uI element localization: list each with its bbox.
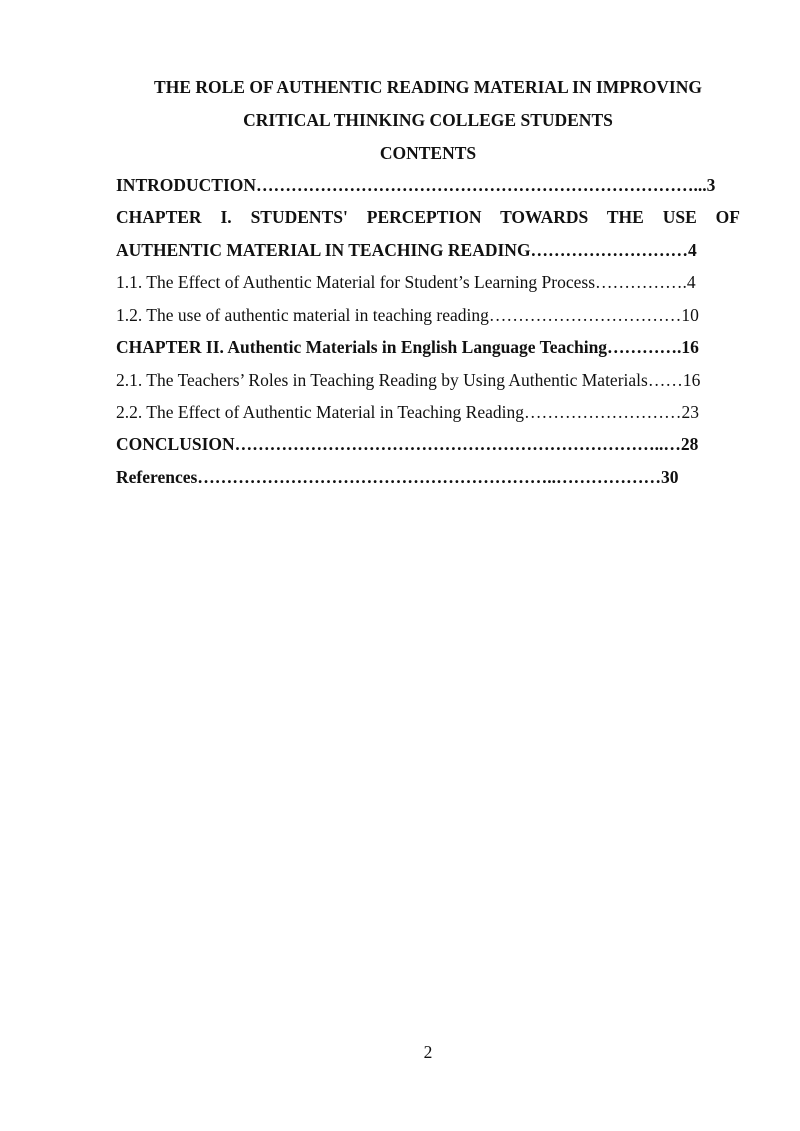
title-line-1: THE ROLE OF AUTHENTIC READING MATERIAL IN IMPROVING [154,77,702,97]
toc-section-1-2: 1.2. The use of authentic material in teaching reading……………………………10 [116,305,699,325]
contents-heading: CONTENTS [379,143,477,163]
title-line-2: CRITICAL THINKING COLLEGE STUDENTS [243,110,613,130]
page-number: 2 [423,1042,433,1062]
toc-chapter-1-line-1-text: CHAPTER I. STUDENTS' PERCEPTION TOWARDS THE USE OF [116,207,740,227]
toc-references: References……………………………………………………..………………30 [116,467,679,487]
toc-chapter-1-line-2: AUTHENTIC MATERIAL IN TEACHING READING………………………4 [116,240,697,260]
toc-conclusion: CONCLUSION………………………………………………………………..…28 [116,434,699,454]
toc-chapter-2: CHAPTER II. Authentic Materials in English Language Teaching………….16 [116,337,699,357]
toc-section-2-2: 2.2. The Effect of Authentic Material in Teaching Reading………………………23 [116,402,699,422]
toc-chapter-1-line-1 [116,206,740,228]
toc-section-2-1: 2.1. The Teachers’ Roles in Teaching Reading by Using Authentic Materials……16 [116,370,701,390]
toc-introduction: INTRODUCTION…………………………………………………………………...3 [116,175,716,195]
toc-section-1-1: 1.1. The Effect of Authentic Material for Student’s Learning Process…………….4 [116,272,696,292]
